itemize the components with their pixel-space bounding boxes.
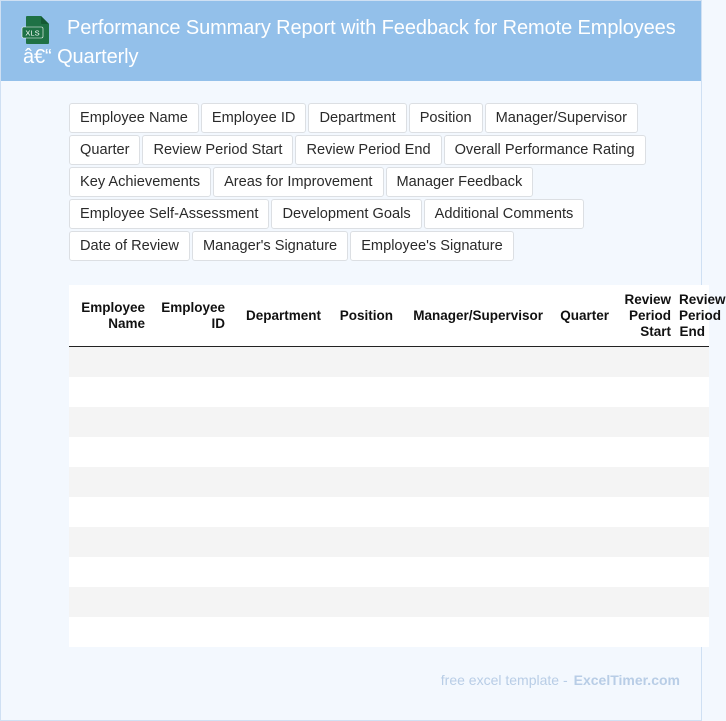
column-header[interactable]: Review Period End (675, 285, 709, 347)
column-header[interactable]: Quarter (547, 285, 613, 347)
table-cell[interactable] (229, 557, 325, 587)
table-cell[interactable] (149, 617, 229, 647)
footer-credit (441, 672, 680, 688)
field-tag[interactable]: Employee ID (201, 103, 307, 133)
table-cell[interactable] (675, 407, 709, 437)
table-cell[interactable] (149, 347, 229, 378)
table-cell[interactable] (397, 527, 547, 557)
header-bar (1, 1, 701, 81)
table-cell[interactable] (149, 437, 229, 467)
table-cell[interactable] (675, 587, 709, 617)
table-cell[interactable] (69, 377, 149, 407)
table-cell[interactable] (397, 587, 547, 617)
table-cell[interactable] (613, 557, 675, 587)
table-cell[interactable] (547, 587, 613, 617)
table-cell[interactable] (547, 557, 613, 587)
table-cell[interactable] (613, 617, 675, 647)
table-cell[interactable] (675, 377, 709, 407)
table-row (69, 557, 709, 587)
table-cell[interactable] (69, 437, 149, 467)
column-header[interactable]: Position (325, 285, 397, 347)
field-tag[interactable]: Employee Self-Assessment (69, 199, 269, 229)
table-cell[interactable] (149, 527, 229, 557)
table-cell[interactable] (229, 527, 325, 557)
field-tag[interactable]: Manager's Signature (192, 231, 348, 261)
table-row (69, 527, 709, 557)
table-cell[interactable] (149, 467, 229, 497)
table-cell[interactable] (675, 437, 709, 467)
table-cell[interactable] (149, 497, 229, 527)
table-cell[interactable] (149, 587, 229, 617)
table-cell[interactable] (547, 467, 613, 497)
table-row (69, 617, 709, 647)
field-tag-list (69, 103, 669, 263)
table-cell[interactable] (547, 377, 613, 407)
field-tag[interactable]: Quarter (69, 135, 140, 165)
table-cell[interactable] (325, 497, 397, 527)
field-tag[interactable]: Additional Comments (424, 199, 585, 229)
table-row (69, 407, 709, 437)
table-cell[interactable] (325, 467, 397, 497)
field-tag[interactable]: Overall Performance Rating (444, 135, 646, 165)
table-cell[interactable] (229, 437, 325, 467)
table-cell[interactable] (325, 587, 397, 617)
table-cell[interactable] (397, 437, 547, 467)
table-cell[interactable] (397, 557, 547, 587)
table-header-row (69, 285, 709, 347)
table-cell[interactable] (325, 347, 397, 378)
table-cell[interactable] (613, 437, 675, 467)
table-cell[interactable] (325, 527, 397, 557)
field-tag[interactable]: Department (308, 103, 406, 133)
tag-row (69, 135, 669, 167)
table-cell[interactable] (675, 527, 709, 557)
field-tag[interactable]: Date of Review (69, 231, 190, 261)
field-tag[interactable]: Manager/Supervisor (485, 103, 638, 133)
table-cell[interactable] (547, 437, 613, 467)
table-cell[interactable] (547, 617, 613, 647)
column-header[interactable]: Employee ID (149, 285, 229, 347)
column-header[interactable]: Department (229, 285, 325, 347)
table-cell[interactable] (69, 497, 149, 527)
field-tag[interactable]: Areas for Improvement (213, 167, 383, 197)
table-cell[interactable] (149, 377, 229, 407)
table-cell[interactable] (675, 617, 709, 647)
field-tag[interactable]: Key Achievements (69, 167, 211, 197)
table-cell[interactable] (547, 497, 613, 527)
table-cell[interactable] (325, 407, 397, 437)
table-cell[interactable] (675, 467, 709, 497)
table-cell[interactable] (229, 587, 325, 617)
table-cell[interactable] (613, 527, 675, 557)
tag-row (69, 199, 669, 231)
table-cell[interactable] (325, 437, 397, 467)
table-cell[interactable] (613, 497, 675, 527)
field-tag[interactable]: Employee's Signature (350, 231, 514, 261)
column-header[interactable]: Review Period Start (613, 285, 675, 347)
table-body (69, 347, 709, 648)
table-cell[interactable] (613, 407, 675, 437)
tag-row (69, 103, 669, 135)
table-cell[interactable] (229, 497, 325, 527)
table-cell[interactable] (675, 557, 709, 587)
table-cell[interactable] (149, 407, 229, 437)
table-cell[interactable] (69, 347, 149, 378)
table-cell[interactable] (229, 407, 325, 437)
table-cell[interactable] (325, 377, 397, 407)
table-cell[interactable] (397, 617, 547, 647)
table-cell[interactable] (325, 557, 397, 587)
footer-prefix: free excel template - (440, 672, 568, 688)
table-cell[interactable] (229, 377, 325, 407)
field-tag[interactable]: Position (409, 103, 483, 133)
field-tag[interactable]: Review Period End (295, 135, 441, 165)
column-header[interactable]: Manager/Supervisor (397, 285, 547, 347)
table-cell[interactable] (397, 407, 547, 437)
table-row (69, 467, 709, 497)
table-cell[interactable] (547, 407, 613, 437)
excel-icon-label: XLS (25, 28, 40, 38)
table-cell[interactable] (397, 497, 547, 527)
table-cell[interactable] (69, 527, 149, 557)
field-tag[interactable]: Employee Name (69, 103, 199, 133)
table-cell[interactable] (675, 497, 709, 527)
table-cell[interactable] (229, 347, 325, 378)
table-cell[interactable] (69, 407, 149, 437)
table-cell[interactable] (69, 617, 149, 647)
tag-row (69, 167, 669, 199)
field-tag[interactable]: Development Goals (271, 199, 421, 229)
table-cell[interactable] (149, 557, 229, 587)
table-cell[interactable] (397, 377, 547, 407)
table-row (69, 377, 709, 407)
table-cell[interactable] (613, 467, 675, 497)
table-cell[interactable] (229, 467, 325, 497)
footer-brand-link[interactable]: ExcelTimer.com (573, 672, 680, 688)
table-cell[interactable] (613, 587, 675, 617)
table-cell[interactable] (69, 557, 149, 587)
table-cell[interactable] (397, 467, 547, 497)
table-row (69, 347, 709, 378)
table-cell[interactable] (397, 347, 547, 378)
table-cell[interactable] (69, 587, 149, 617)
table-cell[interactable] (69, 467, 149, 497)
table-cell[interactable] (675, 347, 709, 378)
field-tag[interactable]: Manager Feedback (386, 167, 534, 197)
field-tag[interactable]: Review Period Start (142, 135, 293, 165)
table-row (69, 437, 709, 467)
data-table (69, 285, 726, 647)
table-cell[interactable] (613, 377, 675, 407)
table-row (69, 497, 709, 527)
table-cell[interactable] (613, 347, 675, 378)
column-header[interactable]: Employee Name (69, 285, 149, 347)
table-cell[interactable] (547, 347, 613, 378)
page-title: Performance Summary Report with Feedback for Remote Employees â€“ Quarterly (23, 17, 676, 68)
table-cell[interactable] (229, 617, 325, 647)
table-row (69, 587, 709, 617)
table-cell[interactable] (547, 527, 613, 557)
table-cell[interactable] (325, 617, 397, 647)
tag-row (69, 231, 669, 263)
data-table-container[interactable] (69, 285, 726, 647)
